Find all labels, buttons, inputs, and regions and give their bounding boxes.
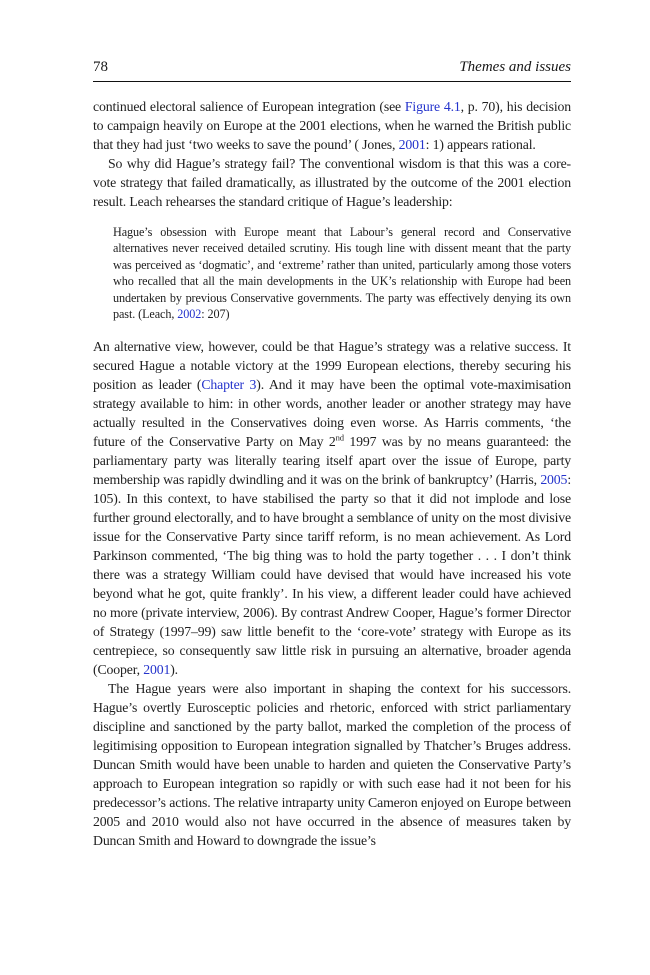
text-run: Hague’s obsession with Europe meant that Labour’s general record and Conservative alternatives never received detailed scrutiny. His tough line with dissent meant that the party was perceived as ‘dogmatic’, and ‘extreme’ rather than united, particularly among those voters who recalled that all the main developments in the UK’s relationship with Europe had been undertaken by previous Conservative governments. The party was effectively denying its own past. (Leach, xyxy=(113,225,571,322)
citation-link[interactable]: Chapter 3 xyxy=(201,377,257,393)
paragraph xyxy=(93,337,571,679)
text-run: continued electoral salience of European integration (see xyxy=(93,99,405,114)
text-run: An alternative view, however, could be that Hague’s strategy was a relative success. It secured Hague a notable victory at the 1999 European elections, thereby securing his position as leader ( xyxy=(93,339,571,393)
text-run: : 1) appears rational. xyxy=(425,137,536,152)
text-run: : 207) xyxy=(201,307,230,322)
citation-link[interactable]: 2001 xyxy=(398,137,426,152)
page-body xyxy=(93,97,571,850)
paragraph xyxy=(93,154,571,211)
block-quote xyxy=(113,224,571,322)
page-header xyxy=(93,58,571,76)
text-run: The Hague years were also important in shaping the context for his successors. Hague’s overtly Eurosceptic policies and rhetoric, enforced with strict parliamentary discipline and sanctioned by the party ballot, marked the completion of the process of legitimising opposition to European integration signalled by Thatcher’s Bruges address. Duncan Smith would have been unable to harden and quieten the Conservative Party’s approach to European integration so rapidly or with such ease had it not been for his predecessor’s actions. The relative intraparty unity Cameron enjoyed on Europe between 2005 and 2010 would also not have occurred in the absence of measures taken by Duncan Smith and Howard to downgrade the issue’s xyxy=(93,681,571,849)
text-run: : 105). In this context, to have stabilised the party so that it did not implode and lose further ground electorally, and to have brought a semblance of unity on the most divisive issue for the Conservative Party since tariff reform, is no mean achievement. As Lord Parkinson commented, ‘The big thing was to hold the party together . . . I don’t think there was a strategy William could have devised that would have increased his vote beyond what he got, quite frankly’. In his view, a different leader could have achieved no more (private interview, 2006). By contrast Andrew Cooper, Hague’s former Director of Strategy (1997–99) saw little benefit to the ‘core-vote’ strategy with Europe as its centrepiece, so consequently saw little risk in pursuing an alternative, broader agenda (Cooper, xyxy=(93,472,571,678)
text-run: , p. 70), his decision to campaign heavily on Europe at the 2001 elections, when he warned the British public that they had just ‘two weeks to save the pound’ ( Jones, xyxy=(93,99,572,152)
paragraph xyxy=(93,679,571,850)
text-run: So why did Hague’s strategy fail? The conventional wisdom is that this was a core-vote strategy that failed dramatically, as illustrated by the outcome of the 2001 election result. Leach rehearses the standard critique of Hague’s leadership: xyxy=(93,156,571,209)
text-run: ). And it may have been the optimal vote-maximisation strategy available to him: in other words, another leader or another strategy may have actually resulted in the Conservatives doing even worse. As Harris comments, ‘the future of the Conservative Party on May 2 xyxy=(93,377,571,450)
text-run: ). xyxy=(170,662,178,678)
superscript-ordinal: nd xyxy=(335,432,344,443)
citation-link[interactable]: Figure 4.1 xyxy=(404,99,461,114)
page-content xyxy=(93,58,571,850)
running-title: Themes and issues xyxy=(459,59,571,75)
header-rule xyxy=(93,81,571,82)
paragraph xyxy=(93,97,571,154)
page-number: 78 xyxy=(93,59,108,75)
citation-link[interactable]: 2002 xyxy=(177,307,202,322)
citation-link[interactable]: 2001 xyxy=(143,662,171,678)
citation-link[interactable]: 2005 xyxy=(540,472,568,488)
text-run: 1997 was by no means guaranteed: the parliamentary party was literally tearing itself apart over the issue of Europe, party membership was rapidly dwindling and it was on the brink of bankruptcy’ (Harris, xyxy=(93,434,571,488)
